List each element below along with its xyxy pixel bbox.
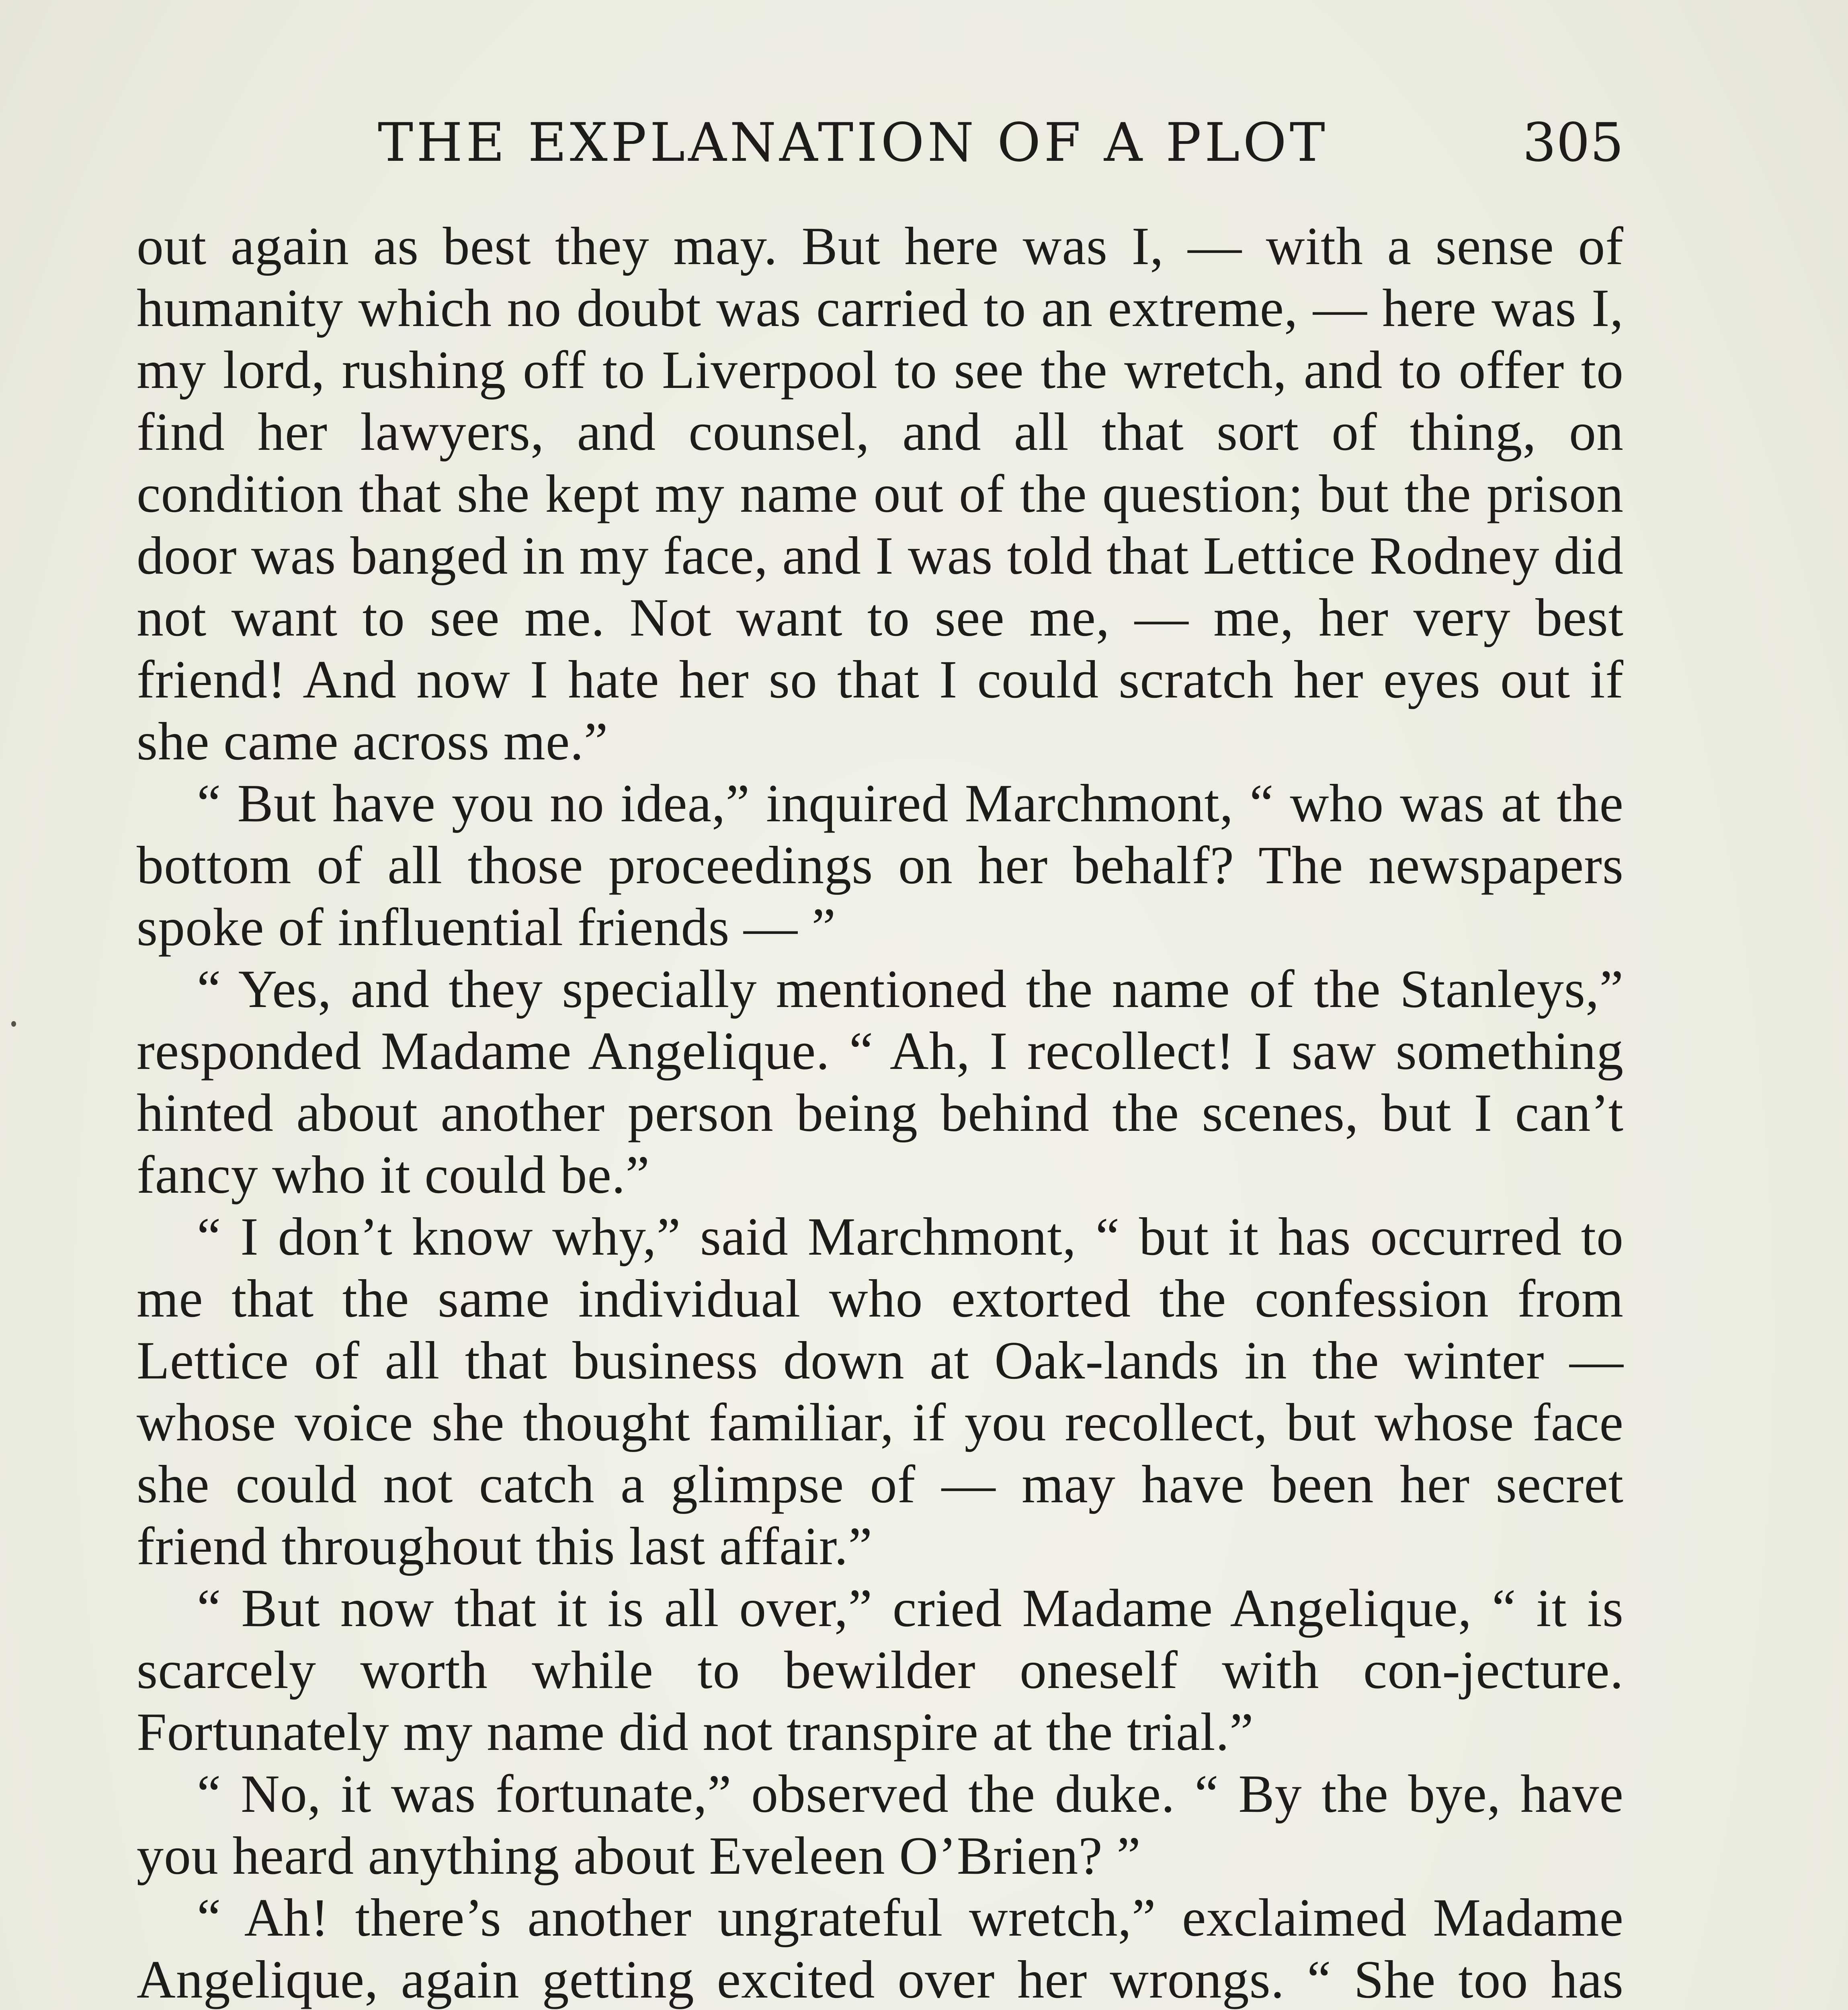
paragraph-6: “ No, it was fortunate,” observed the duke. “ By the bye, have you heard anything about Eveleen O’Brien? ” <box>137 1764 1624 1885</box>
page-number: 305 <box>1522 112 1624 174</box>
running-head <box>137 109 1624 177</box>
paragraph-3: “ Yes, and they specially mentioned the name of the Stanleys,” responded Madame Angelique. “ Ah, I recollect! I saw something hinted about another person being behind the scenes, but I can’t fancy who it could be.” <box>137 959 1624 1204</box>
paragraph-4: “ I don’t know why,” said Marchmont, “ but it has occurred to me that the same individual who extorted the confession from Lettice of all that business down at Oak-lands in the winter — whose voice she thought familiar, if you recollect, but whose face she could not catch a glimpse of — may have been her secret friend throughout this last affair.” <box>137 1207 1624 1576</box>
chapter-title: THE EXPLANATION OF A PLOT <box>378 112 1328 174</box>
paragraph-1: out again as best they may. But here was I, — with a sense of humanity which no doubt was carried to an extreme, — here was I, my lord, rushing off to Liverpool to see the wretch, and to offer to find her lawyers, and counsel, and all that sort of thing, on condition that she kept my name out of the question; but the prison door was banged in my face, and I was told that Lettice Rodney did not want to see me. Not want to see me, — me, her very best friend! And now I hate her so that I could scratch her eyes out if she came across me.” <box>137 216 1624 771</box>
paragraph-7: “ Ah! there’s another ungrateful wretch,” exclaimed Madame Angelique, again getting excited over her wrongs. “ She too has <box>137 1888 1624 2009</box>
paragraph-5: “ But now that it is all over,” cried Madame Angelique, “ it is scarcely worth while to bewilder oneself with con-jecture. Fortunately my name did not transpire at the trial.” <box>137 1578 1624 1762</box>
paper-speck <box>11 1021 16 1027</box>
body-text <box>137 215 1624 2010</box>
paragraph-2: “ But have you no idea,” inquired Marchmont, “ who was at the bottom of all those proceedings on her behalf? The newspapers spoke of influential friends — ” <box>137 773 1624 957</box>
